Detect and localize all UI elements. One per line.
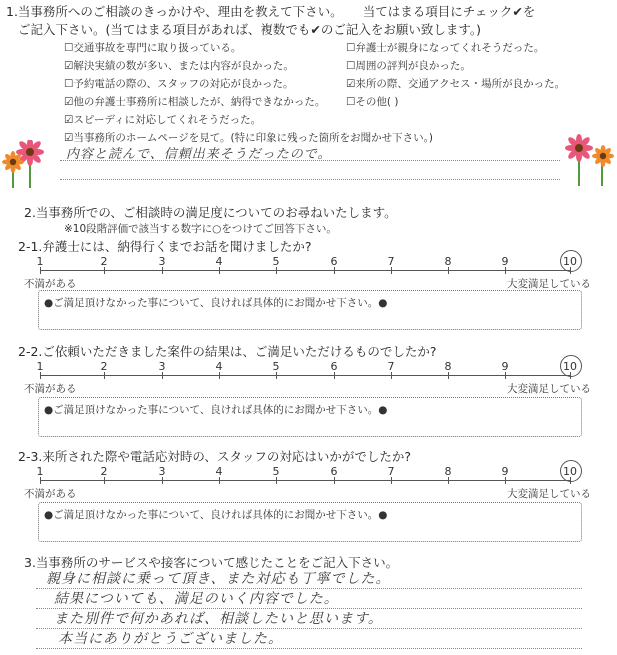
q3-handwritten-line-2: 結果についても、満足のいく内容でした。 — [54, 591, 339, 607]
scale-tick — [505, 267, 506, 274]
scale-number-7[interactable]: 7 — [387, 255, 395, 268]
q3-answer-line-4 — [36, 648, 582, 649]
scale-tick — [276, 267, 277, 274]
scale-number-5[interactable]: 5 — [272, 465, 280, 478]
scale-tick — [334, 477, 335, 484]
q1-option-right-2[interactable]: ☑来所の際、交通アクセス・場所が良かった。 — [346, 78, 566, 90]
q2-1-title: 2-1.弁護士には、納得行くまでお話を聞けましたか? — [18, 239, 312, 254]
scale-tick — [505, 372, 506, 379]
scale-tick — [219, 372, 220, 379]
scale-number-10[interactable]: 10 — [563, 465, 577, 478]
q1-title-part1: 1.当事務所へのご相談のきっかけや、理由を教えて下さい。 — [6, 4, 343, 19]
scale-tick — [162, 477, 163, 484]
q1-option-right-1[interactable]: ☐周囲の評判が良かった。 — [346, 60, 471, 72]
scale-number-6[interactable]: 6 — [330, 465, 338, 478]
rating-selected-circle — [560, 355, 582, 377]
scale-number-1[interactable]: 1 — [36, 255, 44, 268]
scale-tick — [391, 267, 392, 274]
scale-number-8[interactable]: 8 — [444, 465, 452, 478]
scale-tick — [505, 477, 506, 484]
scale-number-10[interactable]: 10 — [563, 255, 577, 268]
scale-number-6[interactable]: 6 — [330, 255, 338, 268]
scale-tick — [448, 477, 449, 484]
scale-number-1[interactable]: 1 — [36, 360, 44, 373]
scale-high-label: 大変満足している — [507, 488, 591, 500]
q2-title: 2.当事務所での、ご相談時の満足度についてのお尋ねいたします。 — [24, 205, 397, 220]
q2-2-title: 2-2.ご依頼いただきました案件の結果は、ご満足いただけるものでしたか? — [18, 344, 437, 359]
scale-number-3[interactable]: 3 — [158, 465, 166, 478]
scale-number-4[interactable]: 4 — [215, 255, 223, 268]
scale-tick — [162, 372, 163, 379]
q3-handwritten-line-3: また別件で何かあれば、相談したいと思います。 — [54, 611, 383, 627]
q1-option-left-4[interactable]: ☑スピーディに対応してくれそうだった。 — [64, 114, 262, 126]
scale-tick — [104, 372, 105, 379]
scale-number-1[interactable]: 1 — [36, 465, 44, 478]
comment-box-1-label: ●ご満足頂けなかった事について、良ければ具体的にお聞かせ下さい。● — [44, 297, 388, 309]
scale-number-7[interactable]: 7 — [387, 465, 395, 478]
scale-low-label: 不満がある — [24, 278, 77, 290]
scale-number-5[interactable]: 5 — [272, 255, 280, 268]
q1-option-left-2[interactable]: ☐予約電話の際の、スタッフの対応が良かった。 — [64, 78, 294, 90]
scale-number-8[interactable]: 8 — [444, 360, 452, 373]
scale-tick — [219, 477, 220, 484]
q2-note: ※10段階評価で該当する数字に○をつけてご回答下さい。 — [64, 223, 337, 235]
scale-tick — [276, 372, 277, 379]
scale-tick — [391, 372, 392, 379]
scale-tick — [219, 267, 220, 274]
q1-option-right-0[interactable]: ☐弁護士が親身になってくれそうだった。 — [346, 42, 545, 54]
scale-number-6[interactable]: 6 — [330, 360, 338, 373]
q1-subtitle: ご記入下さい。(当てはまる項目があれば、複数でも✔のご記入をお願い致します。) — [18, 22, 481, 37]
q1-handwritten-answer: 内容と読んで、信頼出来そうだったので。 — [66, 147, 332, 162]
rating-selected-circle — [560, 250, 582, 272]
scale-tick — [391, 477, 392, 484]
q1-option-left-3[interactable]: ☑他の弁護士事務所に相談したが、納得できなかった。 — [64, 96, 326, 108]
rating-selected-circle — [560, 460, 582, 482]
scale-high-label: 大変満足している — [507, 383, 591, 395]
scale-tick — [276, 477, 277, 484]
comment-box-3-label: ●ご満足頂けなかった事について、良ければ具体的にお聞かせ下さい。● — [44, 509, 388, 521]
scale-line — [40, 375, 570, 376]
q1-option-left-1[interactable]: ☑解決実績の数が多い、または内容が良かった。 — [64, 60, 294, 72]
scale-number-2[interactable]: 2 — [100, 360, 108, 373]
scale-number-5[interactable]: 5 — [272, 360, 280, 373]
scale-line — [40, 480, 570, 481]
scale-number-9[interactable]: 9 — [501, 255, 509, 268]
scale-number-3[interactable]: 3 — [158, 360, 166, 373]
scale-tick — [162, 267, 163, 274]
scale-number-2[interactable]: 2 — [100, 465, 108, 478]
scale-tick — [104, 477, 105, 484]
q1-title — [6, 2, 535, 20]
scale-number-9[interactable]: 9 — [501, 465, 509, 478]
q1-answer-line-2 — [60, 179, 560, 180]
scale-number-10[interactable]: 10 — [563, 360, 577, 373]
flower-right-icon — [563, 134, 615, 186]
scale-tick — [40, 477, 41, 484]
scale-number-4[interactable]: 4 — [215, 465, 223, 478]
scale-number-4[interactable]: 4 — [215, 360, 223, 373]
q1-option-right-3[interactable]: ☐その他( ) — [346, 96, 399, 108]
scale-tick — [40, 372, 41, 379]
scale-high-label: 大変満足している — [507, 278, 591, 290]
scale-tick — [104, 267, 105, 274]
comment-box-2-label: ●ご満足頂けなかった事について、良ければ具体的にお聞かせ下さい。● — [44, 404, 388, 416]
scale-low-label: 不満がある — [24, 383, 77, 395]
q1-option-left-5[interactable]: ☑当事務所のホームページを見て。(特に印象に残った箇所をお聞かせ下さい。) — [64, 132, 433, 144]
q2-3-title: 2-3.来所された際や電話応対時の、スタッフの対応はいかがでしたか? — [18, 449, 412, 464]
scale-tick — [40, 267, 41, 274]
q1-option-left-0[interactable]: ☐交通事故を専門に取り扱っている。 — [64, 42, 242, 54]
scale-number-2[interactable]: 2 — [100, 255, 108, 268]
q3-handwritten-line-4: 本当にありがとうございました。 — [58, 631, 283, 647]
q3-title: 3.当事務所のサービスや接客について感じたことをご記入下さい。 — [24, 555, 399, 570]
scale-number-9[interactable]: 9 — [501, 360, 509, 373]
scale-line — [40, 270, 570, 271]
scale-tick — [448, 267, 449, 274]
scale-number-7[interactable]: 7 — [387, 360, 395, 373]
scale-tick — [334, 267, 335, 274]
scale-low-label: 不満がある — [24, 488, 77, 500]
q1-title-part2: 当てはまる項目にチェック✔を — [362, 4, 536, 19]
q3-handwritten-line-1: 親身に相談に乗って頂き、また対応も丁寧でした。 — [46, 571, 391, 587]
scale-number-3[interactable]: 3 — [158, 255, 166, 268]
flower-left-icon — [2, 140, 52, 188]
scale-tick — [448, 372, 449, 379]
scale-tick — [334, 372, 335, 379]
scale-number-8[interactable]: 8 — [444, 255, 452, 268]
